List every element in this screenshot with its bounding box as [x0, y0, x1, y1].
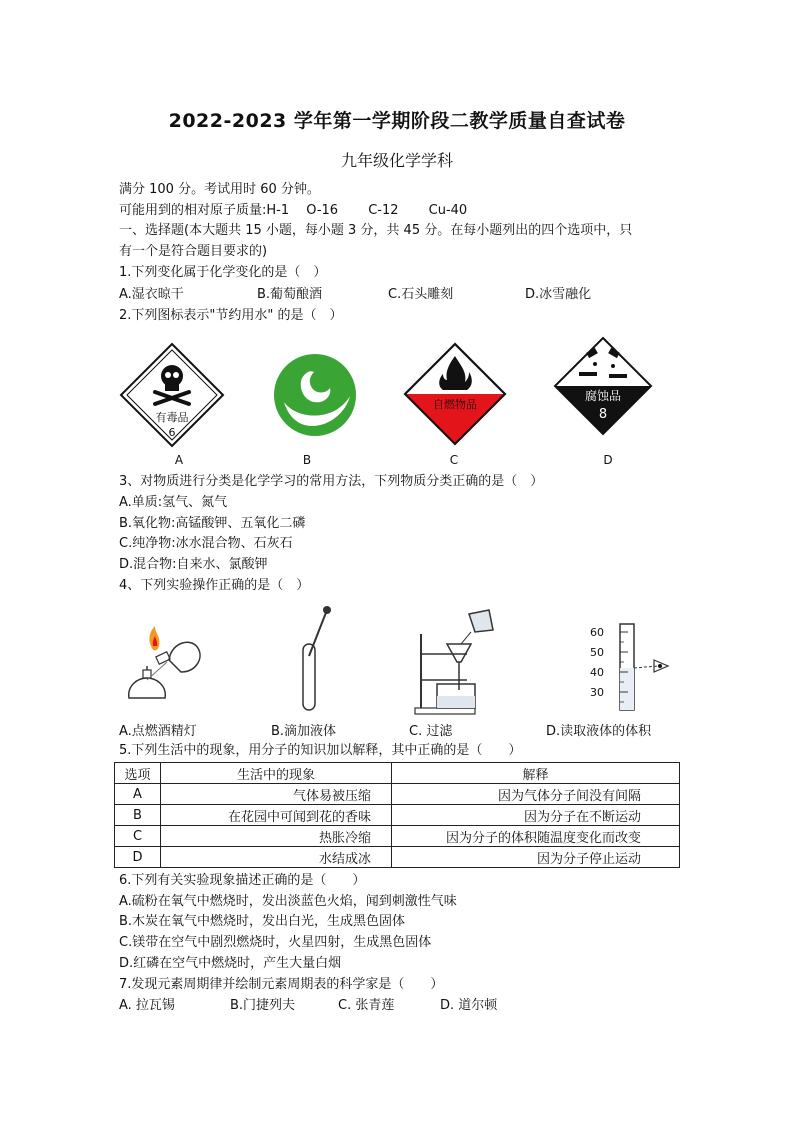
- table-row: [115, 826, 680, 847]
- toxic-sign-icon: [119, 342, 225, 448]
- table-header-option: 选项: [115, 763, 161, 784]
- alcohol-lamp-lighting-icon: [117, 620, 207, 716]
- table-cell-explanation: 因为气体分子间没有间隔: [392, 784, 680, 805]
- q2-label-a: A: [174, 453, 184, 467]
- corrosive-sign-icon: [553, 336, 653, 436]
- q3-option-c: C.纯净物:冰水混合物、石灰石: [119, 536, 293, 551]
- q6-option-d: D.红磷在空气中燃烧时，产生大量白烟: [119, 956, 342, 971]
- cylinder-tick-60: 60: [590, 626, 604, 639]
- q1-option-c: C.石头雕刻: [388, 287, 454, 302]
- filtration-apparatus-icon: [413, 604, 505, 716]
- table-row: [115, 784, 680, 805]
- toxic-sign-label: 有毒品: [155, 411, 189, 424]
- score-info: 满分 100 分。考试用时 60 分钟。: [119, 182, 320, 197]
- q2-stem: 2.下列图标表示"节约用水" 的是（ ）: [119, 308, 343, 323]
- table-header-row: [115, 763, 680, 784]
- measuring-cylinder-icon: [588, 620, 670, 716]
- q3-stem: 3、对物质进行分类是化学学习的常用方法，下列物质分类正确的是（ ）: [119, 474, 544, 489]
- q6-stem: 6.下列有关实验现象描述正确的是（ ）: [119, 873, 366, 888]
- table-cell-option: B: [115, 805, 161, 826]
- table-header-phenomenon: 生活中的现象: [161, 763, 392, 784]
- q1-option-a: A.湿衣晾干: [119, 287, 184, 302]
- table-cell-explanation: 因为分子的体积随温度变化而改变: [392, 826, 680, 847]
- q2-label-d: D: [603, 453, 613, 467]
- q7-option-a: A. 拉瓦锡: [119, 998, 175, 1013]
- q6-option-c: C.镁带在空气中剧烈燃烧时，火星四射，生成黑色固体: [119, 935, 432, 950]
- cylinder-tick-50: 50: [590, 646, 604, 659]
- q4-option-d: D.读取液体的体积: [546, 724, 652, 739]
- q3-option-b: B.氧化物:高锰酸钾、五氧化二磷: [119, 516, 306, 531]
- table-cell-option: C: [115, 826, 161, 847]
- dropper-tube-icon: [295, 604, 335, 716]
- table-cell-phenomenon: 气体易被压缩: [161, 784, 392, 805]
- q7-option-d: D. 道尔顿: [440, 998, 498, 1013]
- q7-option-c: C. 张青莲: [338, 998, 395, 1013]
- atomic-mass-info: 可能用到的相对原子质量:H-1 O-16 C-12 Cu-40: [119, 203, 468, 218]
- cylinder-tick-40: 40: [590, 666, 604, 679]
- q7-option-b: B.门捷列夫: [230, 998, 296, 1013]
- table-header-explanation: 解释: [392, 763, 680, 784]
- water-saving-sign-icon: [270, 350, 360, 440]
- toxic-sign-number: 6: [168, 426, 176, 439]
- table-cell-explanation: 因为分子停止运动: [392, 847, 680, 868]
- exam-subtitle: 九年级化学学科: [340, 151, 453, 170]
- table-cell-explanation: 因为分子在不断运动: [392, 805, 680, 826]
- exam-title: 2022-2023 学年第一学期阶段二教学质量自查试卷: [168, 110, 626, 132]
- q4-option-a: A.点燃酒精灯: [119, 724, 197, 739]
- q7-stem: 7.发现元素周期律并绘制元素周期表的科学家是（ ）: [119, 977, 444, 992]
- flammable-sign-label: 自燃物品: [433, 398, 477, 411]
- corrosive-sign-label: 腐蚀品: [584, 389, 622, 403]
- table-row: [115, 847, 680, 868]
- q5-table: [114, 762, 680, 868]
- q2-label-b: B: [302, 453, 312, 467]
- q1-option-d: D.冰雪融化: [525, 287, 592, 302]
- table-row: [115, 805, 680, 826]
- q3-option-d: D.混合物:自来水、氯酸钾: [119, 557, 268, 572]
- q5-stem: 5.下列生活中的现象，用分子的知识加以解释，其中正确的是（ ）: [119, 743, 522, 758]
- q4-option-c: C. 过滤: [409, 724, 453, 739]
- table-cell-phenomenon: 热胀冷缩: [161, 826, 392, 847]
- q3-option-a: A.单质:氢气、氮气: [119, 495, 228, 510]
- section1-instructions-cont: 有一个是符合题目要求的): [119, 244, 268, 259]
- table-cell-phenomenon: 在花园中可闻到花的香味: [161, 805, 392, 826]
- q2-label-c: C: [449, 453, 459, 467]
- corrosive-sign-number: 8: [598, 407, 608, 422]
- table-cell-option: D: [115, 847, 161, 868]
- table-cell-phenomenon: 水结成冰: [161, 847, 392, 868]
- flammable-sign-icon: [403, 342, 507, 446]
- q4-stem: 4、下列实验操作正确的是（ ）: [119, 578, 310, 593]
- section1-instructions: 一、选择题(本大题共 15 小题，每小题 3 分，共 45 分。在每小题列出的四个选项中，只: [119, 223, 633, 238]
- cylinder-tick-30: 30: [590, 686, 604, 699]
- q1-stem: 1.下列变化属于化学变化的是（ ）: [119, 265, 327, 280]
- q6-option-a: A.硫粉在氧气中燃烧时，发出淡蓝色火焰，闻到刺激性气味: [119, 894, 457, 909]
- q6-option-b: B.木炭在氧气中燃烧时，发出白光，生成黑色固体: [119, 914, 406, 929]
- q4-option-b: B.滴加液体: [271, 724, 337, 739]
- table-cell-option: A: [115, 784, 161, 805]
- q1-option-b: B.葡萄酿酒: [257, 287, 323, 302]
